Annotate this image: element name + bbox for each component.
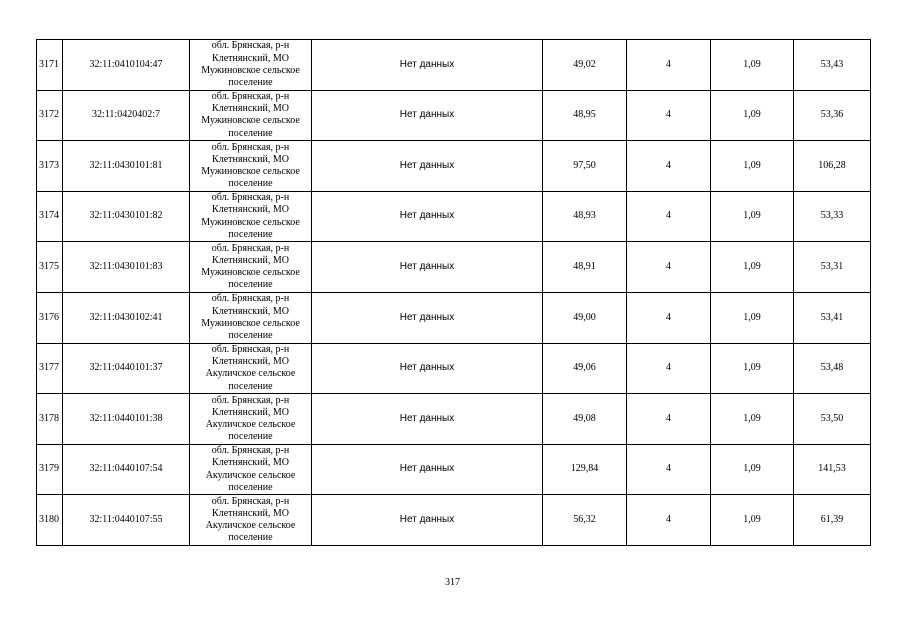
- cell-area: 129,84: [543, 444, 627, 495]
- cell-coefficient: 1,09: [711, 242, 794, 293]
- cell-status: Нет данных: [312, 394, 543, 445]
- cell-status: Нет данных: [312, 90, 543, 141]
- address-line: обл. Брянская, р-н: [211, 445, 290, 457]
- cell-coefficient: 1,09: [711, 394, 794, 445]
- cell-area: 49,08: [543, 394, 627, 445]
- table-row: [37, 495, 871, 546]
- cell-group: 4: [627, 292, 711, 343]
- cell-row-number: 3178: [37, 394, 63, 445]
- address-line: поселение: [228, 380, 273, 392]
- address-line: обл. Брянская, р-н: [211, 141, 290, 153]
- cell-status: Нет данных: [312, 242, 543, 293]
- address-line: поселение: [228, 279, 273, 291]
- page-number: 317: [445, 577, 460, 588]
- address-line: Клетнянский, МО: [212, 254, 289, 266]
- cell-status: Нет данных: [312, 292, 543, 343]
- address-line: обл. Брянская, р-н: [211, 394, 290, 406]
- cell-value: 61,39: [794, 495, 871, 546]
- cell-coefficient: 1,09: [711, 191, 794, 242]
- cell-area: 56,32: [543, 495, 627, 546]
- address-line: Клетнянский, МО: [212, 52, 289, 64]
- address-line: поселение: [228, 178, 273, 190]
- cell-area: 49,00: [543, 292, 627, 343]
- table-body: [37, 40, 871, 546]
- table-row: [37, 191, 871, 242]
- address-line: поселение: [228, 127, 273, 139]
- address-line: Клетнянский, МО: [212, 305, 289, 317]
- cell-value: 53,50: [794, 394, 871, 445]
- cell-address: [190, 343, 312, 394]
- cell-cadastral-number: 32:11:0430101:83: [63, 242, 190, 293]
- cell-row-number: 3180: [37, 495, 63, 546]
- cell-coefficient: 1,09: [711, 495, 794, 546]
- address-line: обл. Брянская, р-н: [211, 192, 290, 204]
- cell-area: 49,02: [543, 40, 627, 91]
- address-line: Клетнянский, МО: [212, 507, 289, 519]
- address-line: Акуличское сельское: [205, 368, 296, 380]
- address-line: Клетнянский, МО: [212, 457, 289, 469]
- cell-row-number: 3172: [37, 90, 63, 141]
- table-row: [37, 394, 871, 445]
- cell-area: 48,91: [543, 242, 627, 293]
- table-row: [37, 444, 871, 495]
- cell-row-number: 3175: [37, 242, 63, 293]
- cell-coefficient: 1,09: [711, 40, 794, 91]
- cell-cadastral-number: 32:11:0420402:7: [63, 90, 190, 141]
- cell-cadastral-number: 32:11:0430101:81: [63, 141, 190, 192]
- cell-address: [190, 90, 312, 141]
- cell-row-number: 3171: [37, 40, 63, 91]
- table-row: [37, 292, 871, 343]
- cell-cadastral-number: 32:11:0440101:37: [63, 343, 190, 394]
- table-row: [37, 242, 871, 293]
- cell-area: 48,93: [543, 191, 627, 242]
- cell-value: 53,41: [794, 292, 871, 343]
- cell-address: [190, 394, 312, 445]
- address-line: поселение: [228, 329, 273, 341]
- cell-group: 4: [627, 191, 711, 242]
- cell-group: 4: [627, 90, 711, 141]
- cell-group: 4: [627, 394, 711, 445]
- address-line: Клетнянский, МО: [212, 356, 289, 368]
- table-row: [37, 343, 871, 394]
- address-line: поселение: [228, 228, 273, 240]
- cell-value: 141,53: [794, 444, 871, 495]
- cell-row-number: 3177: [37, 343, 63, 394]
- cell-area: 48,95: [543, 90, 627, 141]
- address-line: Акуличское сельское: [205, 469, 296, 481]
- address-line: обл. Брянская, р-н: [211, 242, 290, 254]
- cell-status: Нет данных: [312, 495, 543, 546]
- address-line: Мужиновское сельское: [201, 216, 300, 228]
- cell-address: [190, 242, 312, 293]
- cell-coefficient: 1,09: [711, 343, 794, 394]
- address-line: Мужиновское сельское: [201, 165, 300, 177]
- address-line: Мужиновское сельское: [201, 115, 300, 127]
- cell-address: [190, 292, 312, 343]
- cell-coefficient: 1,09: [711, 141, 794, 192]
- cell-coefficient: 1,09: [711, 444, 794, 495]
- cell-address: [190, 141, 312, 192]
- address-line: Мужиновское сельское: [201, 317, 300, 329]
- cell-value: 53,33: [794, 191, 871, 242]
- cell-status: Нет данных: [312, 343, 543, 394]
- cell-row-number: 3179: [37, 444, 63, 495]
- table-row: [37, 40, 871, 91]
- address-line: обл. Брянская, р-н: [211, 90, 290, 102]
- cell-value: 53,48: [794, 343, 871, 394]
- address-line: Акуличское сельское: [205, 418, 296, 430]
- cell-cadastral-number: 32:11:0430101:82: [63, 191, 190, 242]
- cell-cadastral-number: 32:11:0430102:41: [63, 292, 190, 343]
- cell-cadastral-number: 32:11:0440107:55: [63, 495, 190, 546]
- address-line: поселение: [228, 532, 273, 544]
- cell-cadastral-number: 32:11:0410104:47: [63, 40, 190, 91]
- address-line: Клетнянский, МО: [212, 204, 289, 216]
- cell-cadastral-number: 32:11:0440107:54: [63, 444, 190, 495]
- cell-address: [190, 191, 312, 242]
- address-line: обл. Брянская, р-н: [211, 293, 290, 305]
- cell-coefficient: 1,09: [711, 90, 794, 141]
- address-line: Акуличское сельское: [205, 520, 296, 532]
- cell-group: 4: [627, 40, 711, 91]
- cell-row-number: 3174: [37, 191, 63, 242]
- cell-address: [190, 495, 312, 546]
- cell-value: 53,43: [794, 40, 871, 91]
- cell-address: [190, 40, 312, 91]
- cell-status: Нет данных: [312, 444, 543, 495]
- cell-group: 4: [627, 141, 711, 192]
- address-line: обл. Брянская, р-н: [211, 343, 290, 355]
- cell-row-number: 3176: [37, 292, 63, 343]
- cell-status: Нет данных: [312, 191, 543, 242]
- address-line: Клетнянский, МО: [212, 153, 289, 165]
- cell-group: 4: [627, 242, 711, 293]
- cell-value: 53,36: [794, 90, 871, 141]
- cell-status: Нет данных: [312, 40, 543, 91]
- cadastral-table: [36, 39, 871, 546]
- address-line: обл. Брянская, р-н: [211, 495, 290, 507]
- cell-area: 49,06: [543, 343, 627, 394]
- cell-value: 106,28: [794, 141, 871, 192]
- table-row: [37, 90, 871, 141]
- cell-group: 4: [627, 444, 711, 495]
- cell-group: 4: [627, 495, 711, 546]
- address-line: Клетнянский, МО: [212, 103, 289, 115]
- cell-address: [190, 444, 312, 495]
- address-line: Мужиновское сельское: [201, 64, 300, 76]
- cell-coefficient: 1,09: [711, 292, 794, 343]
- table-row: [37, 141, 871, 192]
- cell-value: 53,31: [794, 242, 871, 293]
- address-line: поселение: [228, 431, 273, 443]
- cell-status: Нет данных: [312, 141, 543, 192]
- cell-cadastral-number: 32:11:0440101:38: [63, 394, 190, 445]
- cell-group: 4: [627, 343, 711, 394]
- address-line: поселение: [228, 481, 273, 493]
- address-line: поселение: [228, 77, 273, 88]
- address-line: обл. Брянская, р-н: [211, 40, 290, 52]
- address-line: Клетнянский, МО: [212, 406, 289, 418]
- address-line: Мужиновское сельское: [201, 267, 300, 279]
- cell-row-number: 3173: [37, 141, 63, 192]
- cell-area: 97,50: [543, 141, 627, 192]
